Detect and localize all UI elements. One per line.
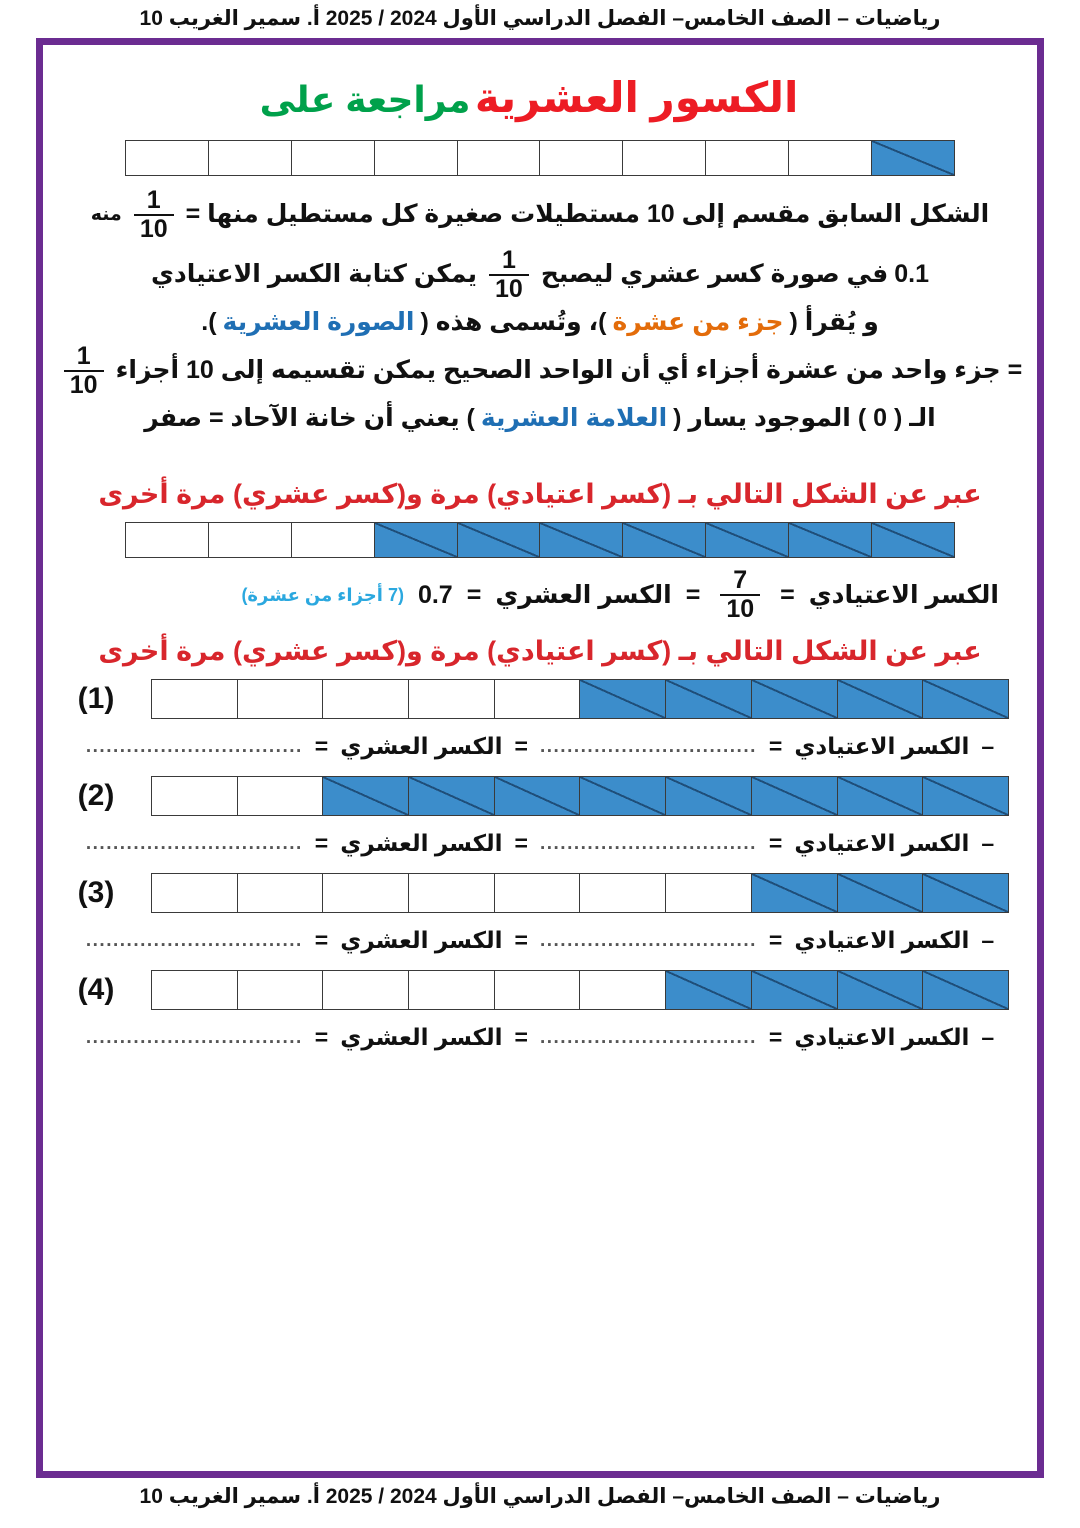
worked-bar-diagram	[125, 522, 955, 558]
answer-dash: –	[981, 927, 995, 953]
answer-blank-fraction[interactable]: ................................	[539, 1026, 757, 1048]
bar-cell-filled	[539, 523, 622, 557]
exercise-number: (2)	[77, 779, 115, 812]
bar-cell-filled	[705, 523, 788, 557]
exercise-bar-diagram	[151, 776, 1009, 816]
intro-fraction-one-tenth-2	[489, 248, 529, 302]
bar-cell-empty	[539, 141, 622, 175]
answer-equals-2: =	[514, 1024, 528, 1050]
answer-blank-fraction[interactable]: ................................	[539, 735, 757, 757]
bar-cell-empty	[152, 971, 237, 1009]
answer-blank-decimal[interactable]: ................................	[85, 735, 303, 757]
bar-cell-filled	[374, 523, 457, 557]
bar-cell-empty	[494, 874, 580, 912]
intro-fraction-one-tenth	[134, 188, 174, 242]
exercise-bar-diagram	[151, 679, 1009, 719]
bar-cell-empty	[152, 777, 237, 815]
bar-cell-filled	[788, 523, 871, 557]
bar-cell-empty	[208, 141, 291, 175]
bar-cell-empty	[126, 141, 208, 175]
bar-cell-empty	[291, 523, 374, 557]
intro-line-5-blue-phrase: العلامة العشرية	[480, 403, 668, 432]
intro-line-1	[65, 188, 1015, 242]
answer-equals-3: =	[314, 927, 329, 953]
intro-line-3-text-b: )، وتُسمى هذه (	[420, 308, 607, 336]
intro-line-5	[65, 404, 1015, 434]
bar-cell-empty	[494, 971, 580, 1009]
answer-equals-2: =	[514, 733, 528, 759]
page-footer: رياضيات – الصف الخامس– الفصل الدراسي الأول 2024 / 2025 أ. سمير الغريب 10	[139, 1485, 941, 1508]
bar-cell-empty	[408, 874, 494, 912]
worked-equals-2: =	[685, 580, 701, 609]
answer-blank-decimal[interactable]: ................................	[85, 1026, 303, 1048]
bar-cell-filled	[751, 874, 837, 912]
bar-cell-filled	[837, 971, 923, 1009]
bar-cell-empty	[208, 523, 291, 557]
bar-cell-filled	[457, 523, 540, 557]
bar-cell-empty	[579, 874, 665, 912]
bar-cell-filled	[837, 680, 923, 718]
bar-cell-filled	[665, 971, 751, 1009]
bar-cell-filled	[751, 680, 837, 718]
instruction-text-2: عبر عن الشكل التالي بـ (كسر اعتيادي) مرة و(كسر عشري) مرة أخرى	[98, 636, 982, 666]
bar-cell-filled	[622, 523, 705, 557]
bar-cell-empty	[152, 874, 237, 912]
worked-label-decimal: الكسر العشري	[495, 581, 672, 609]
answer-equals-1: =	[768, 830, 783, 856]
exercise-number: (4)	[77, 973, 115, 1006]
bar-cell-empty	[237, 874, 323, 912]
bar-cell-empty	[322, 971, 408, 1009]
bar-cell-filled	[837, 777, 923, 815]
page-title	[65, 73, 1015, 122]
answer-dash: –	[981, 733, 995, 759]
bar-cell-filled	[751, 777, 837, 815]
exercise-item	[65, 873, 1015, 954]
exercise-bar-container	[151, 776, 1009, 816]
answer-blank-decimal[interactable]: ................................	[85, 929, 303, 951]
bar-cell-filled	[922, 777, 1008, 815]
exercise-bar-row	[65, 873, 1015, 913]
answer-dash: –	[981, 1024, 995, 1050]
intro-bar-container	[125, 140, 955, 176]
exercise-bar-row	[65, 776, 1015, 816]
bar-cell-filled	[922, 874, 1008, 912]
worked-bar-container	[125, 522, 955, 558]
bar-cell-empty	[237, 777, 323, 815]
fraction-numerator: 1	[76, 341, 91, 370]
answer-equals-2: =	[514, 927, 528, 953]
bar-cell-empty	[237, 680, 323, 718]
exercise-answer-line	[65, 733, 1015, 760]
bar-cell-empty	[705, 141, 788, 175]
bar-cell-filled	[408, 777, 494, 815]
bar-cell-empty	[665, 874, 751, 912]
bar-cell-empty	[494, 680, 580, 718]
answer-equals-1: =	[768, 1024, 783, 1050]
exercise-item	[65, 970, 1015, 1051]
intro-line-3-blue-phrase: الصورة العشرية	[222, 308, 415, 336]
answer-blank-fraction[interactable]: ................................	[539, 929, 757, 951]
answer-label-common: الكسر الاعتيادي	[794, 927, 970, 953]
title-main-text: الكسور العشرية	[474, 74, 799, 121]
worked-answer-line	[65, 568, 1015, 622]
answer-blank-fraction[interactable]: ................................	[539, 832, 757, 854]
content-frame	[36, 38, 1044, 1478]
exercise-item	[65, 679, 1015, 760]
bar-cell-filled	[922, 971, 1008, 1009]
answer-label-decimal: الكسر العشري	[340, 1024, 503, 1050]
bar-cell-filled	[665, 777, 751, 815]
intro-line-5-text-b: ) يعني أن خانة الآحاد = صفر	[144, 403, 475, 432]
bar-cell-filled	[579, 680, 665, 718]
exercise-number: (3)	[77, 876, 115, 909]
exercise-bar-container	[151, 970, 1009, 1010]
answer-label-common: الكسر الاعتيادي	[794, 830, 970, 856]
exercise-bar-row	[65, 970, 1015, 1010]
exercise-number: (1)	[77, 682, 115, 715]
intro-line-3-orange-phrase: جزء من عشرة	[612, 308, 784, 336]
intro-line-3	[65, 308, 1015, 338]
answer-blank-decimal[interactable]: ................................	[85, 832, 303, 854]
worked-decimal-value: 0.7	[417, 580, 453, 609]
instruction-text-1: عبر عن الشكل التالي بـ (كسر اعتيادي) مرة و(كسر عشري) مرة أخرى	[98, 479, 982, 509]
exercise-bar-container	[151, 873, 1009, 913]
answer-equals-1: =	[768, 733, 783, 759]
bar-cell-empty	[408, 971, 494, 1009]
intro-line-2-text-a: يمكن كتابة الكسر الاعتيادي	[151, 260, 478, 289]
bar-cell-empty	[408, 680, 494, 718]
bar-cell-empty	[622, 141, 705, 175]
fraction-denominator: 10	[134, 214, 174, 242]
answer-label-common: الكسر الاعتيادي	[794, 733, 970, 759]
answer-equals-3: =	[314, 733, 329, 759]
bar-cell-filled	[922, 680, 1008, 718]
answer-label-decimal: الكسر العشري	[340, 830, 503, 856]
intro-fraction-one-tenth-3	[64, 341, 104, 399]
intro-line-2-value: 0.1	[894, 260, 929, 289]
fraction-numerator: 1	[146, 186, 161, 214]
bar-cell-empty	[788, 141, 871, 175]
worked-fraction-seven-tenths	[720, 568, 760, 622]
bar-cell-filled	[322, 777, 408, 815]
bar-cell-empty	[322, 874, 408, 912]
answer-label-decimal: الكسر العشري	[340, 927, 503, 953]
fraction-denominator: 10	[720, 594, 760, 622]
bar-cell-empty	[374, 141, 457, 175]
worked-note: (7 أجزاء من عشرة)	[241, 584, 404, 605]
intro-line-1-text-a: الشكل السابق مقسم إلى 10 مستطيلات صغيرة كل مستطيل منها =	[185, 200, 990, 229]
bar-cell-empty	[237, 971, 323, 1009]
intro-line-2-text-b: في صورة كسر عشري ليصبح	[540, 260, 889, 289]
intro-line-3-text-a: و يُقرأ (	[789, 308, 879, 336]
fraction-denominator: 10	[489, 274, 529, 302]
answer-dash: –	[981, 830, 995, 856]
worked-equals-1: =	[780, 580, 795, 609]
fraction-denominator: 10	[64, 370, 104, 398]
exercise-answer-line	[65, 927, 1015, 954]
intro-line-4	[65, 341, 1023, 399]
answer-equals-2: =	[514, 830, 528, 856]
bar-cell-empty	[152, 680, 237, 718]
bar-cell-filled	[665, 680, 751, 718]
bar-cell-filled	[837, 874, 923, 912]
answer-label-common: الكسر الاعتيادي	[794, 1024, 970, 1050]
intro-line-4-text: = جزء واحد من عشرة أجزاء أي أن الواحد الصحيح يمكن تقسيمه إلى 10 أجزاء	[115, 355, 1023, 384]
bar-cell-filled	[751, 971, 837, 1009]
exercise-bar-row	[65, 679, 1015, 719]
fraction-numerator: 1	[501, 246, 516, 274]
answer-equals-1: =	[768, 927, 783, 953]
intro-line-5-text-a: الـ ( 0 ) الموجود يسار (	[673, 403, 936, 432]
bar-cell-empty	[291, 141, 374, 175]
page-header: رياضيات – الصف الخامس– الفصل الدراسي الأول 2024 / 2025 أ. سمير الغريب 10	[139, 7, 941, 30]
title-prefix-text: مراجعة على	[259, 79, 471, 120]
exercise-answer-line	[65, 1024, 1015, 1051]
bar-cell-filled	[494, 777, 580, 815]
fraction-numerator: 7	[733, 566, 748, 594]
bar-cell-filled	[871, 523, 954, 557]
bar-cell-filled	[871, 141, 954, 175]
bar-cell-empty	[322, 680, 408, 718]
bar-cell-empty	[126, 523, 208, 557]
exercise-answer-line	[65, 830, 1015, 857]
exercise-bar-container	[151, 679, 1009, 719]
exercise-bar-diagram	[151, 970, 1009, 1010]
intro-bar-diagram	[125, 140, 955, 176]
exercise-list	[65, 679, 1015, 1051]
exercise-item	[65, 776, 1015, 857]
answer-equals-3: =	[314, 830, 329, 856]
exercise-bar-diagram	[151, 873, 1009, 913]
spacer	[65, 439, 1015, 465]
worked-equals-3: =	[466, 580, 482, 609]
bar-cell-filled	[579, 777, 665, 815]
bar-cell-empty	[579, 971, 665, 1009]
worked-label-common: الكسر الاعتيادي	[808, 581, 999, 609]
intro-line-1-text-b: منه	[90, 203, 122, 225]
bar-cell-empty	[457, 141, 540, 175]
intro-line-3-text-c: ).	[201, 308, 217, 336]
intro-line-2	[65, 248, 1015, 302]
answer-equals-3: =	[314, 1024, 329, 1050]
answer-label-decimal: الكسر العشري	[340, 733, 503, 759]
